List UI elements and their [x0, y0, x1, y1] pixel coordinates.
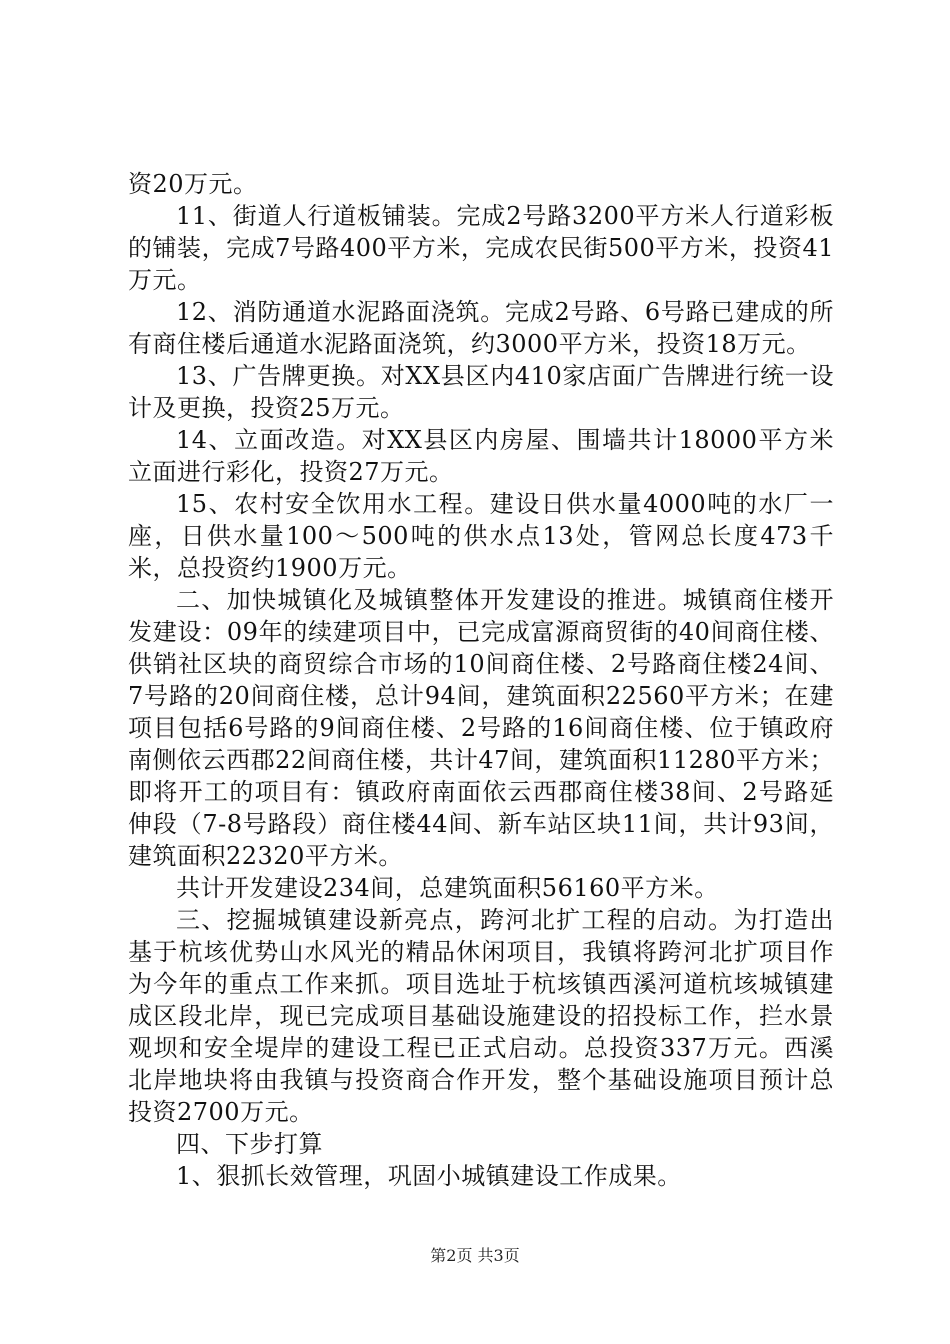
document-body	[128, 168, 834, 1192]
paragraph-plan-item-1: 1、狠抓长效管理，巩固小城镇建设工作成果。	[176, 1162, 682, 1190]
paragraph-item-14: 14、立面改造。对XX县区内房屋、围墙共计18000平方米立面进行彩化，投资27万元。	[128, 426, 834, 486]
paragraph-item-15: 15、农村安全饮用水工程。建设日供水量4000吨的水厂一座，日供水量100～500吨的供水点13处，管网总长度473千米，总投资约1900万元。	[128, 490, 834, 582]
paragraph-section-3: 三、挖掘城镇建设新亮点，跨河北扩工程的启动。为打造出基于杭垓优势山水风光的精品休闲项目，我镇将跨河北扩项目作为今年的重点工作来抓。项目选址于杭垓镇西溪河道杭垓城镇建成区段北岸，现已完成项目基础设施建设的招投标工作，拦水景观坝和安全堤岸的建设工程已正式启动。总投资337万元。西溪北岸地块将由我镇与投资商合作开发，整个基础设施项目预计总投资2700万元。	[128, 906, 834, 1126]
page-footer: 第2页 共3页	[430, 1246, 520, 1265]
paragraph-continuation: 资20万元。	[128, 170, 258, 198]
paragraph-section-2-total: 共计开发建设234间，总建筑面积56160平方米。	[176, 874, 719, 902]
paragraph-item-11: 11、街道人行道板铺装。完成2号路3200平方米人行道彩板的铺装，完成7号路400平方米，完成农民街500平方米，投资41万元。	[128, 202, 834, 294]
paragraph-item-12: 12、消防通道水泥路面浇筑。完成2号路、6号路已建成的所有商住楼后通道水泥路面浇筑，约3000平方米，投资18万元。	[128, 298, 834, 358]
paragraph-section-2: 二、加快城镇化及城镇整体开发建设的推进。城镇商住楼开发建设：09年的续建项目中，已完成富源商贸街的40间商住楼、供销社区块的商贸综合市场的10间商住楼、2号路商住楼24间、7号路的20间商住楼，总计94间，建筑面积22560平方米；在建项目包括6号路的9间商住楼、2号路的16间商住楼、位于镇政府南侧依云西郡22间商住楼，共计47间，建筑面积11280平方米；即将开工的项目有：镇政府南面依云西郡商住楼38间、2号路延伸段（7-8号路段）商住楼44间、新车站区块11间，共计93间，建筑面积22320平方米。	[128, 586, 834, 870]
heading-section-4: 四、下步打算	[176, 1130, 323, 1158]
paragraph-item-13: 13、广告牌更换。对XX县区内410家店面广告牌进行统一设计及更换，投资25万元。	[128, 362, 834, 422]
